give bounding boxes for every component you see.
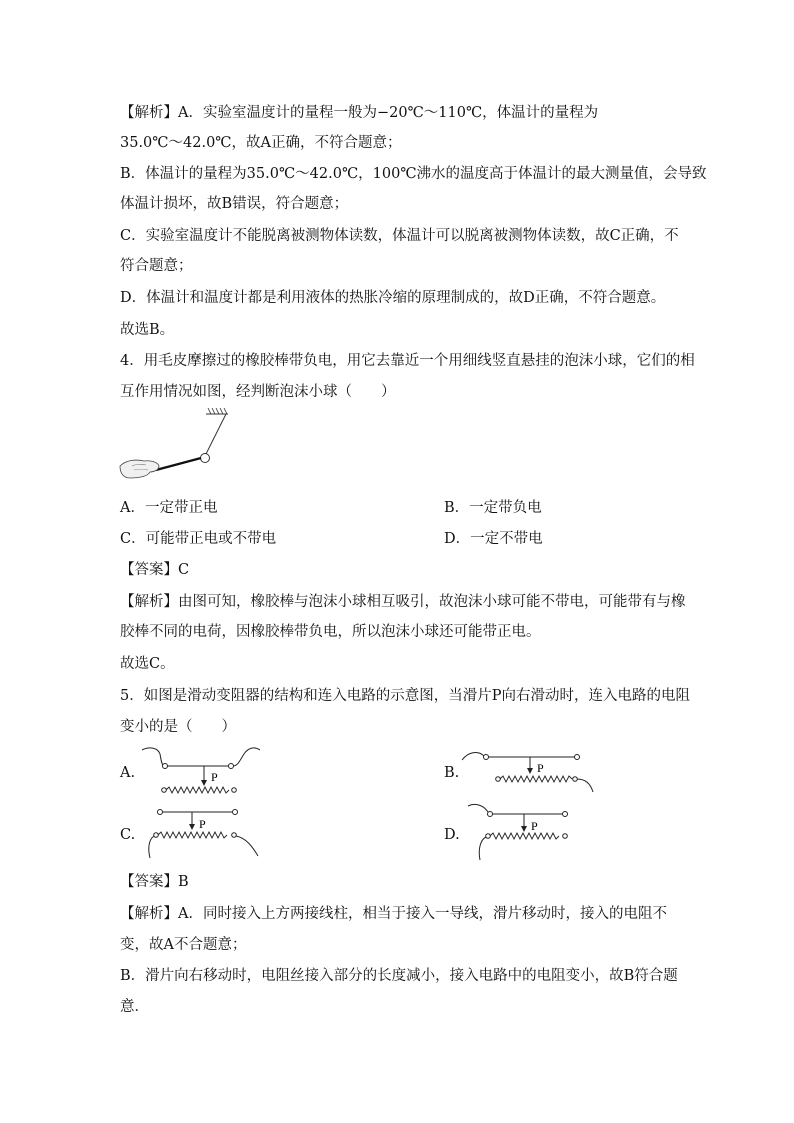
analysis-line-3: B．体温计的量程为35.0℃～42.0℃，100℃沸水的温度高于体温计的最大测量值，会导致 [120, 166, 707, 182]
rheostat-figure-d [466, 802, 591, 862]
question-5-stem-line-1: 5．如图是滑动变阻器的结构和连入电路的示意图，当滑片P向右滑动时，连入电路的电阻 [120, 688, 690, 704]
foam-ball [201, 454, 210, 463]
rheostat-figure-c [142, 806, 267, 860]
conclusion-q4: 故选C。 [120, 656, 175, 672]
analysis-q5-line-2: 变，故A不合题意； [120, 937, 247, 953]
ceiling-mount [206, 408, 228, 414]
question-5-stem-line-2: 变小的是（ ） [120, 719, 236, 735]
rheostat-figure-a [140, 746, 265, 798]
figure-label-c: C. [120, 827, 136, 843]
figure-label-d: D. [444, 827, 460, 843]
analysis-line-1: 【解析】A．实验室温度计的量程一般为−20℃～110℃，体温计的量程为 [120, 105, 599, 121]
rheostat-figure-b [460, 748, 600, 796]
analysis-line-7: D．体温计和温度计都是利用液体的热胀冷缩的原理制成的，故D正确，不符合题意。 [120, 290, 666, 306]
analysis-line-2: 35.0℃～42.0℃，故A正确，不符合题意； [120, 135, 402, 151]
analysis-q5-line-4: 意． [120, 999, 149, 1015]
analysis-line-5: C．实验室温度计不能脱离被测物体读数，体温计可以脱离被测物体读数，故C正确，不 [120, 228, 679, 244]
option-b: B．一定带负电 [444, 500, 542, 516]
analysis-line-6: 符合题意； [120, 258, 193, 274]
conclusion-line: 故选B。 [120, 322, 175, 338]
figure-label-a: A. [120, 765, 136, 781]
slider-label-a: P [211, 770, 218, 784]
slider-label-d: P [531, 819, 538, 833]
thread [206, 414, 226, 454]
slider-label-c: P [199, 817, 206, 831]
analysis-q4-line-2: 胶棒不同的电荷，因橡胶棒带负电，所以泡沫小球还可能带正电。 [120, 624, 541, 640]
slider-label-b: P [537, 761, 544, 775]
answer-q5: 【答案】B [120, 874, 189, 890]
hanging-ball-figure [118, 408, 228, 483]
analysis-q4-line-1: 【解析】由图可知，橡胶棒与泡沫小球相互吸引，故泡沫小球可能不带电，可能带有与橡 [120, 594, 686, 610]
question-4-stem-line-2: 互作用情况如图，经判断泡沫小球（ ） [120, 384, 396, 400]
option-c: C．可能带正电或不带电 [120, 531, 277, 547]
analysis-q5-line-3: B．滑片向右移动时，电阻丝接入部分的长度减小，接入电路中的电阻变小，故B符合题 [120, 968, 678, 984]
option-d: D．一定不带电 [444, 531, 543, 547]
answer-q4: 【答案】C [120, 562, 190, 578]
analysis-q5-line-1: 【解析】A．同时接入上方两接线柱，相当于接入一导线，滑片移动时，接入的电阻不 [120, 906, 667, 922]
question-4-stem-line-1: 4．用毛皮摩擦过的橡胶棒带负电，用它去靠近一个用细线竖直悬挂的泡沫小球，它们的相 [120, 353, 695, 369]
figure-label-b: B. [444, 765, 460, 781]
analysis-line-4: 体温计损坏，故B错误，符合题意； [120, 196, 349, 212]
rubber-rod [156, 458, 201, 470]
option-a: A．一定带正电 [120, 500, 218, 516]
